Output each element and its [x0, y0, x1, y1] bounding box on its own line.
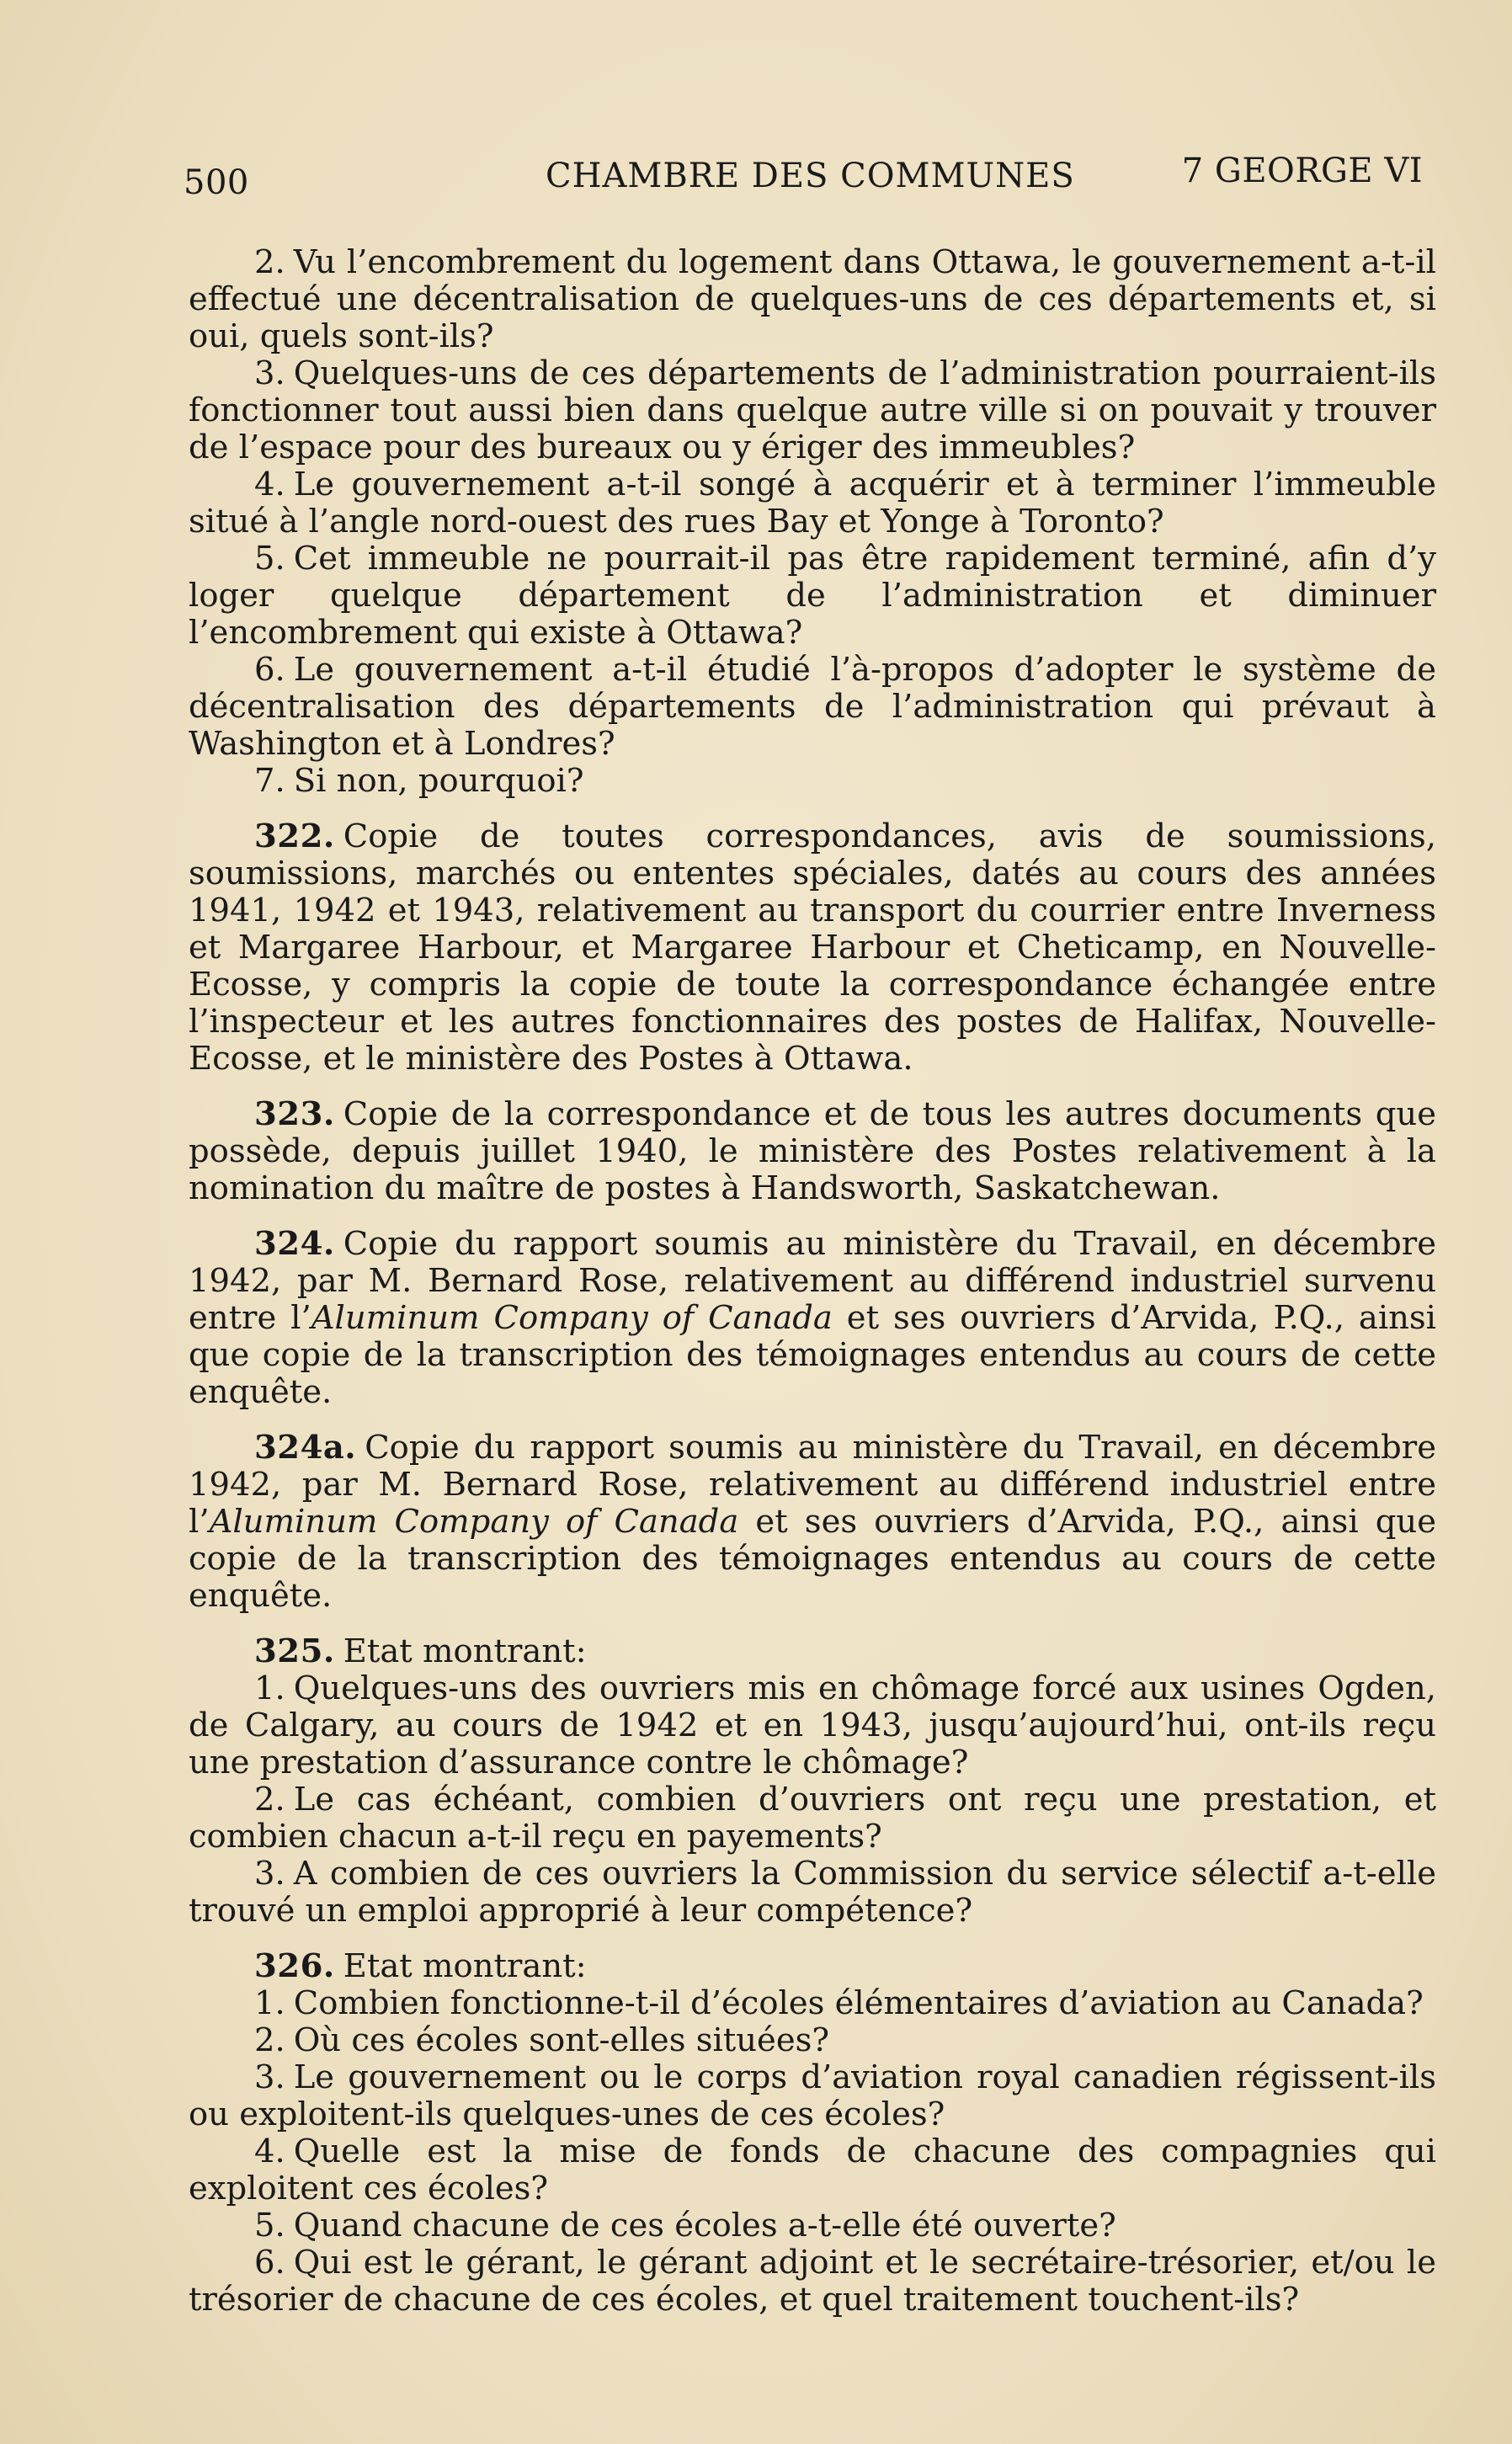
question-item: 2. Vu l’encombrement du logement dans Ottawa, le gouvernement a-t-il effectué une décentralisation de quelques-uns de ces départements et, si oui, quels sont-ils? — [189, 243, 1436, 355]
page-header — [184, 152, 1423, 210]
question-item: 4. Quelle est la mise de fonds de chacune des compagnies qui exploitent ces écoles? — [189, 2133, 1436, 2207]
motion-number: 322. — [254, 817, 335, 855]
regnal-year: 7 GEORGE VI — [1181, 152, 1423, 190]
question-item: 6. Qui est le gérant, le gérant adjoint et le secrétaire-trésorier, et/ou le trésorier de chacune de ces écoles, et quel traitement touchent-ils? — [189, 2244, 1436, 2319]
motion-lead: 326. Etat montrant: — [254, 1947, 587, 1985]
motion-323 — [189, 1096, 1436, 1207]
motion-lead: 325. Etat montrant: — [254, 1632, 587, 1670]
motion-paragraph: 323. Copie de la correspondance et de tous les autres documents que possède, depuis juillet 1940, le ministère des Postes relativement à la nomination du maître de postes à Handsworth, Saskatchewan. — [189, 1095, 1436, 1207]
question-item: 4. Le gouvernement a-t-il songé à acquérir et à terminer l’immeuble situé à l’angle nord-ouest des rues Bay et Yonge à Toronto? — [189, 466, 1436, 540]
motion-number: 326. — [254, 1947, 335, 1985]
question-item: 3. A combien de ces ouvriers la Commission du service sélectif a-t-elle trouvé un emploi approprié à leur compétence? — [189, 1855, 1436, 1930]
motion-paragraph: 324a. Copie du rapport soumis au ministère du Travail, en décembre 1942, par M. Bernard Rose, relativement au différend industriel entre l’Aluminum Company of Canada et ses ouvriers d’Arvida, P.Q., ainsi que copie de la transcription des témoignages entendus au cours de cette enquête. — [189, 1429, 1436, 1615]
page-number: 500 — [184, 163, 249, 202]
motion-continuation — [189, 244, 1436, 800]
motion-paragraph: 324. Copie du rapport soumis au ministère du Travail, en décembre 1942, par M. Bernard Rose, relativement au différend industriel survenu entre l’Aluminum Company of Canada et ses ouvriers d’Arvida, P.Q., ainsi que copie de la transcription des témoignages entendus au cours de cette enquête. — [189, 1225, 1436, 1411]
motion-number: 325. — [254, 1632, 335, 1670]
motion-paragraph: 322. Copie de toutes correspondances, avis de soumissions, soumissions, marchés ou ententes spéciales, datés au cours des années 1941, 1942 et 1943, relativement au transport du courrier entre Inverness et Margaree Harbour, et Margaree Harbour et Cheticamp, en Nouvelle-Ecosse, y compris la copie de toute la correspondance échangée entre l’inspecteur et les autres fonctionnaires des postes de Halifax, Nouvelle-Ecosse, et le ministère des Postes à Ottawa. — [189, 817, 1436, 1078]
question-item: 1. Quelques-uns des ouvriers mis en chômage forcé aux usines Ogden, de Calgary, au cours de 1942 et en 1943, jusqu’aujourd’hui, ont-ils reçu une prestation d’assurance contre le chômage? — [189, 1669, 1436, 1781]
motion-326 — [189, 1948, 1436, 2319]
question-item: 5. Cet immeuble ne pourrait-il pas être rapidement terminé, afin d’y loger quelque département de l’administration et diminuer l’encombrement qui existe à Ottawa? — [189, 540, 1436, 652]
question-item: 2. Où ces écoles sont-elles situées? — [254, 2021, 829, 2059]
question-item: 3. Quelques-uns de ces départements de l’administration pourraient-ils fonctionner tout aussi bien dans quelque autre ville si on pouvait y trouver de l’espace pour des bureaux ou y ériger des immeubles? — [189, 354, 1436, 466]
motion-number: 323. — [254, 1095, 335, 1133]
question-item: 6. Le gouvernement a-t-il étudié l’à-propos d’adopter le système de décentralisation des départements de l’administration qui prévaut à Washington et à Londres? — [189, 651, 1436, 763]
motion-322 — [189, 818, 1436, 1078]
question-item: 3. Le gouvernement ou le corps d’aviation royal canadien régissent-ils ou exploitent-ils quelques-unes de ces écoles? — [189, 2058, 1436, 2133]
question-item: 2. Le cas échéant, combien d’ouvriers ont reçu une prestation, et combien chacun a-t-il reçu en payements? — [189, 1781, 1436, 1856]
motion-325 — [189, 1633, 1436, 1930]
motion-number: 324. — [254, 1225, 335, 1263]
question-item: 1. Combien fonctionne-t-il d’écoles élémentaires d’aviation au Canada? — [254, 1984, 1424, 2022]
motion-324 — [189, 1226, 1436, 1411]
motion-number: 324a. — [254, 1429, 357, 1467]
question-item: 5. Quand chacune de ces écoles a-t-elle été ouverte? — [254, 2207, 1116, 2244]
company-name: Aluminum Company of Canada — [311, 1299, 833, 1337]
page-body — [189, 244, 1436, 2319]
motion-324a — [189, 1430, 1436, 1615]
question-item: 7. Si non, pourquoi? — [254, 762, 584, 800]
company-name: Aluminum Company of Canada — [209, 1503, 739, 1541]
running-title: CHAMBRE DES COMMUNES — [546, 157, 1075, 195]
